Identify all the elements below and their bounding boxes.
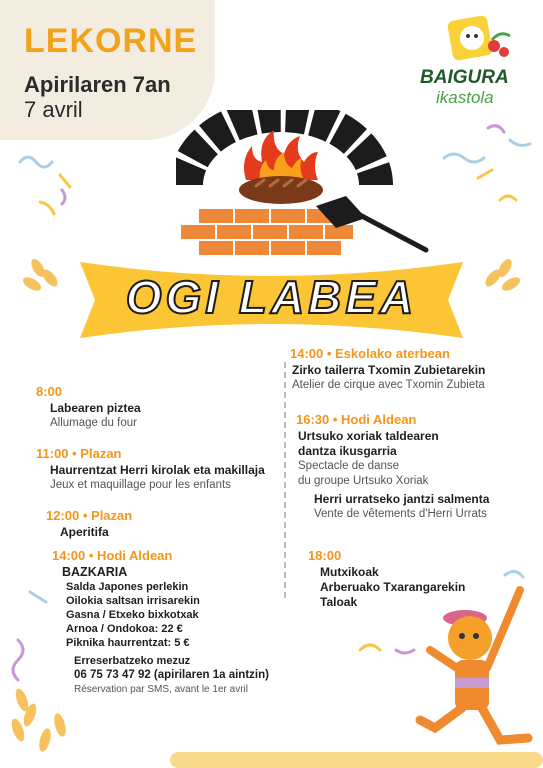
event-time: 8:00 (36, 384, 63, 399)
event-salmenta (314, 492, 489, 522)
menu-item: Oilokia saltsan irrisarekin (66, 595, 200, 607)
event-cirque (290, 346, 485, 393)
event-aperitif (46, 508, 132, 540)
menu-item: Arnoa / Ondokoa: 22 € (66, 623, 183, 635)
event-subtitle: du groupe Urtsuko Xoriak (298, 475, 429, 487)
event-time: 12:00 • Plazan (46, 508, 133, 523)
event-title: Mutxikoak (320, 565, 379, 579)
event-subtitle: Spectacle de danse (298, 460, 400, 472)
event-title: Taloak (320, 595, 358, 609)
reservation-phone: 06 75 73 47 92 (apirilaren 1a aintzin) (74, 669, 269, 681)
menu-item: Piknika haurrentzat: 5 € (66, 637, 190, 649)
date-french: 7 avril (24, 97, 83, 122)
event-time: 18:00 (308, 548, 342, 563)
logo-subtitle: ikastola (436, 88, 494, 107)
event-bazkaria (52, 548, 200, 650)
event-time: 11:00 • Plazan (36, 446, 122, 461)
event-subtitle: Atelier de cirque avec Txomin Zubieta (292, 379, 485, 391)
event-jeux (36, 446, 265, 493)
event-title: Herri urratseko jantzi salmenta (314, 492, 490, 506)
menu-item: Salda Japones perlekin (66, 581, 189, 593)
event-title: BAZKARIA (62, 565, 128, 579)
town-title: LEKORNE (24, 22, 198, 60)
event-title: Arberuako Txarangarekin (320, 580, 466, 594)
event-time: 14:00 • Eskolako aterbean (290, 346, 450, 361)
event-title: Urtsuko xoriak taldearen (298, 429, 439, 443)
event-time: 14:00 • Hodi Aldean (52, 548, 173, 563)
reservation (74, 654, 269, 697)
event-subtitle: Vente de vêtements d'Herri Urrats (314, 508, 487, 520)
banner-title: OGI LABEA (125, 271, 418, 323)
event-mutxikoak (308, 548, 465, 610)
event-subtitle: Allumage du four (50, 417, 137, 429)
logo-name: BAIGURA (420, 67, 509, 88)
event-title: Aperitifa (60, 525, 109, 539)
reservation-note: Réservation par SMS, avant le 1er avril (74, 684, 248, 695)
menu-item: Gasna / Etxeko bixkotxak (66, 609, 199, 621)
date-basque: Apirilaren 7an (24, 72, 171, 97)
event-title: Haurrentzat Herri kirolak eta makillaja (50, 463, 265, 477)
event-dantza (296, 412, 439, 489)
oven-illustration-icon (176, 110, 436, 260)
event-title: dantza ikusgarria (298, 444, 397, 458)
event-title: Zirko tailerra Txomin Zubietarekin (292, 363, 486, 377)
menu-list (66, 580, 200, 650)
event-title: Labearen piztea (50, 401, 141, 415)
event-allumage (36, 384, 141, 431)
event-subtitle: Jeux et maquillage pour les enfants (50, 479, 231, 491)
reservation-title: Erreserbatzeko mezuz (74, 655, 191, 667)
column-divider (284, 362, 286, 598)
event-time: 16:30 • Hodi Aldean (296, 412, 417, 427)
